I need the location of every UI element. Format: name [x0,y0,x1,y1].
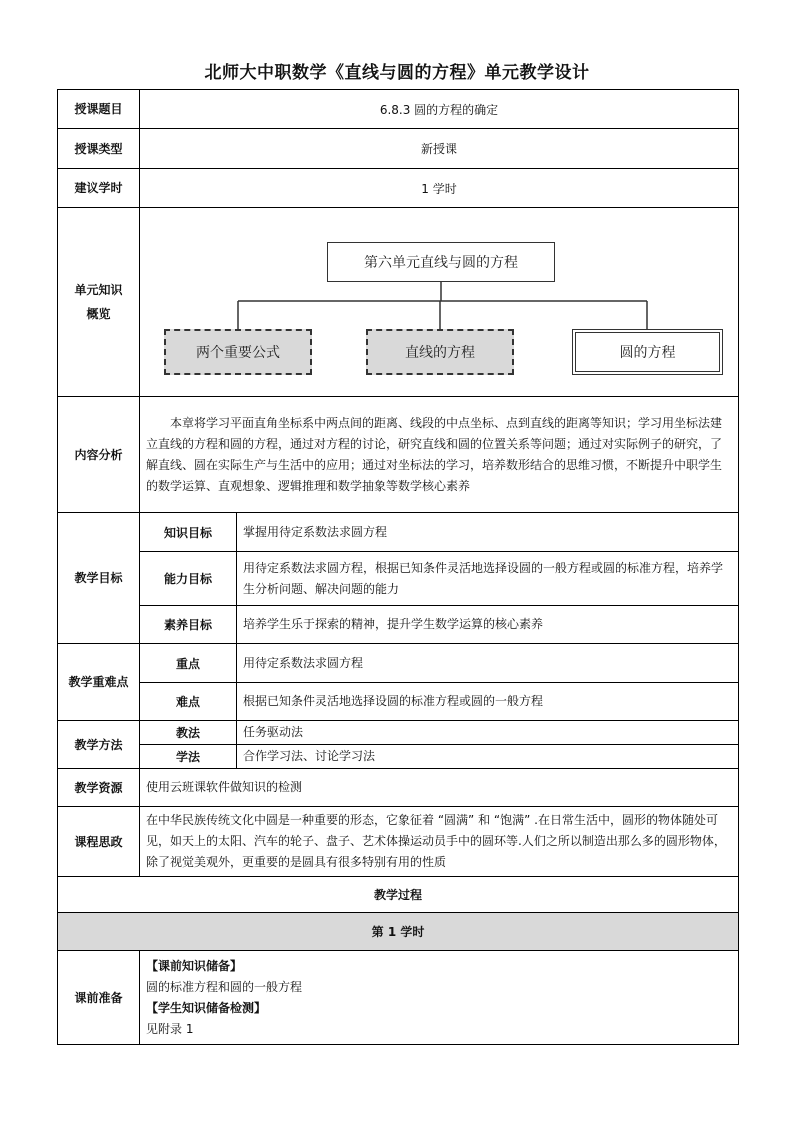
goal-literacy-label: 素养目标 [140,606,237,644]
prep-text-knowledge: 圆的标准方程和圆的一般方程 [146,979,303,994]
difficult-point-text: 根据已知条件灵活地选择设圆的标准方程或圆的一般方程 [237,683,739,721]
row-content [58,397,739,513]
goals-label: 教学目标 [58,513,140,644]
learning-method-text: 合作学习法、讨论学习法 [237,745,739,769]
goal-ability-text: 用待定系数法求圆方程，根据已知条件灵活地选择设圆的一般方程或圆的标准方程，培养学生分析问题、解决问题的能力 [237,552,739,606]
row-process-header [58,877,739,913]
tree-node-line-equation: 直线的方程 [366,329,514,375]
session-label: 第 1 学时 [58,913,739,951]
content-text: 本章将学习平面直角坐标系中两点间的距离、线段的中点坐标、点到直线的距离等知识；学习用坐标法建立直线的方程和圆的方程，通过对方程的讨论，研究直线和圆的位置关系等问题；通过对实际例子的研究，了解直线、圆在实际生产与生活中的应用；通过对坐标法的学习，培养数形结合的思维习惯，不断提升中职学生的数学运算、直观想象、逻辑推理和数学抽象等数学核心素养 [140,397,739,513]
row-goal-literacy [58,606,739,644]
row-ideology [58,807,739,877]
row-difficult-point [58,683,739,721]
goal-knowledge-label: 知识目标 [140,513,237,552]
row-overview [58,208,739,397]
ideology-text: 在中华民族传统文化中圆是一种重要的形态，它象征着 “圆满” 和 “饱满” .在日常生活中，圆形的物体随处可见，如天上的太阳、汽车的轮子、盘子、艺术体操运动员手中的圆环等.人们之所以制造出那么多的圆形物体，除了视觉美观外，更重要的是圆具有很多特别有用的性质 [140,807,739,877]
knowledge-tree-diagram [140,210,738,395]
row-type [58,129,739,169]
goal-knowledge-text: 掌握用待定系数法求圆方程 [237,513,739,552]
tree-node-circle-equation: 圆的方程 [572,329,723,375]
resources-label: 教学资源 [58,769,140,807]
methods-label: 教学方法 [58,721,140,769]
key-point-text: 用待定系数法求圆方程 [237,644,739,683]
type-label: 授课类型 [58,129,140,169]
teaching-method-text: 任务驱动法 [237,721,739,745]
overview-cell [140,208,739,397]
goal-literacy-text: 培养学生乐于探索的精神，提升学生数学运算的核心素养 [237,606,739,644]
row-resources [58,769,739,807]
hours-value: 1 学时 [140,169,739,208]
prep-heading-knowledge: 【课前知识储备】 [146,958,243,973]
row-session [58,913,739,951]
prep-label: 课前准备 [58,951,140,1045]
teaching-method-label: 教法 [140,721,237,745]
topic-label: 授课题目 [58,90,140,129]
key-point-label: 重点 [140,644,237,683]
row-key-point [58,644,739,683]
prep-text-appendix: 见附录 1 [146,1021,194,1036]
goal-ability-label: 能力目标 [140,552,237,606]
prep-content [140,951,739,1045]
learning-method-label: 学法 [140,745,237,769]
row-hours [58,169,739,208]
prep-heading-check: 【学生知识储备检测】 [146,1000,267,1015]
process-header: 教学过程 [58,877,739,913]
hours-label: 建议学时 [58,169,140,208]
row-teaching-method [58,721,739,745]
keypoints-label: 教学重难点 [58,644,140,721]
document-title: 北师大中职数学《直线与圆的方程》单元教学设计 [204,63,590,83]
row-goal-knowledge [58,513,739,552]
row-topic [58,90,739,129]
lesson-plan-table [57,89,739,1045]
ideology-label: 课程思政 [58,807,140,877]
row-goal-ability [58,552,739,606]
tree-node-formulas: 两个重要公式 [164,329,312,375]
tree-root-box: 第六单元直线与圆的方程 [327,242,555,282]
difficult-point-label: 难点 [140,683,237,721]
row-prep [58,951,739,1045]
content-label: 内容分析 [58,397,140,513]
type-value: 新授课 [140,129,739,169]
overview-label: 单元知识概览 [58,208,140,397]
row-learning-method [58,745,739,769]
resources-text: 使用云班课软件做知识的检测 [140,769,739,807]
topic-value: 6.8.3 圆的方程的确定 [140,90,739,129]
